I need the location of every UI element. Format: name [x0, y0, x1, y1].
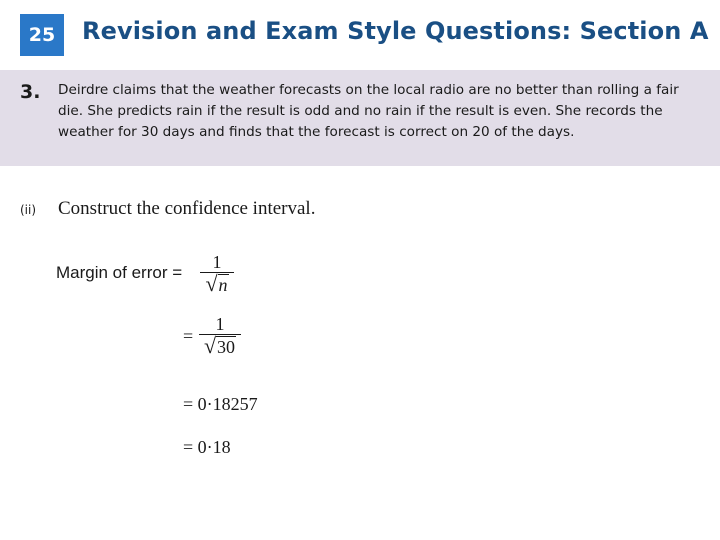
fraction-one-over-root-n: [200, 252, 234, 296]
unrounded-result: = 0·18257: [183, 394, 258, 414]
question-text: Deirdre claims that the weather forecasts on the local radio are no better than rolling a fair die. She predicts rain if the result is odd and no rain if the result is even. She records the weather for 30 days and finds that the forecast is correct on 20 of the days.: [58, 82, 679, 140]
fraction-numerator: 1: [212, 252, 222, 272]
part-label: (ii): [20, 203, 37, 217]
fraction-numerator: 1: [215, 314, 225, 334]
chapter-number: 25: [28, 24, 56, 46]
margin-of-error-label: Margin of error =: [56, 263, 183, 282]
question-number: 3.: [20, 81, 41, 103]
fraction-one-over-root-30: [199, 314, 241, 358]
fraction-denominator: [199, 335, 241, 358]
part-instruction: Construct the confidence interval.: [58, 198, 316, 219]
chapter-number-badge: [20, 14, 64, 56]
radicand: 30: [217, 337, 236, 357]
rounded-result: = 0·18: [183, 437, 231, 457]
question-panel: [0, 70, 720, 166]
sqrt-icon: √: [205, 271, 218, 296]
page-title: Revision and Exam Style Questions: Section A: [82, 17, 709, 45]
sqrt-icon: √: [203, 333, 217, 358]
radicand: n: [218, 275, 228, 295]
equals-sign: =: [183, 326, 194, 346]
fraction-denominator: [200, 273, 234, 296]
